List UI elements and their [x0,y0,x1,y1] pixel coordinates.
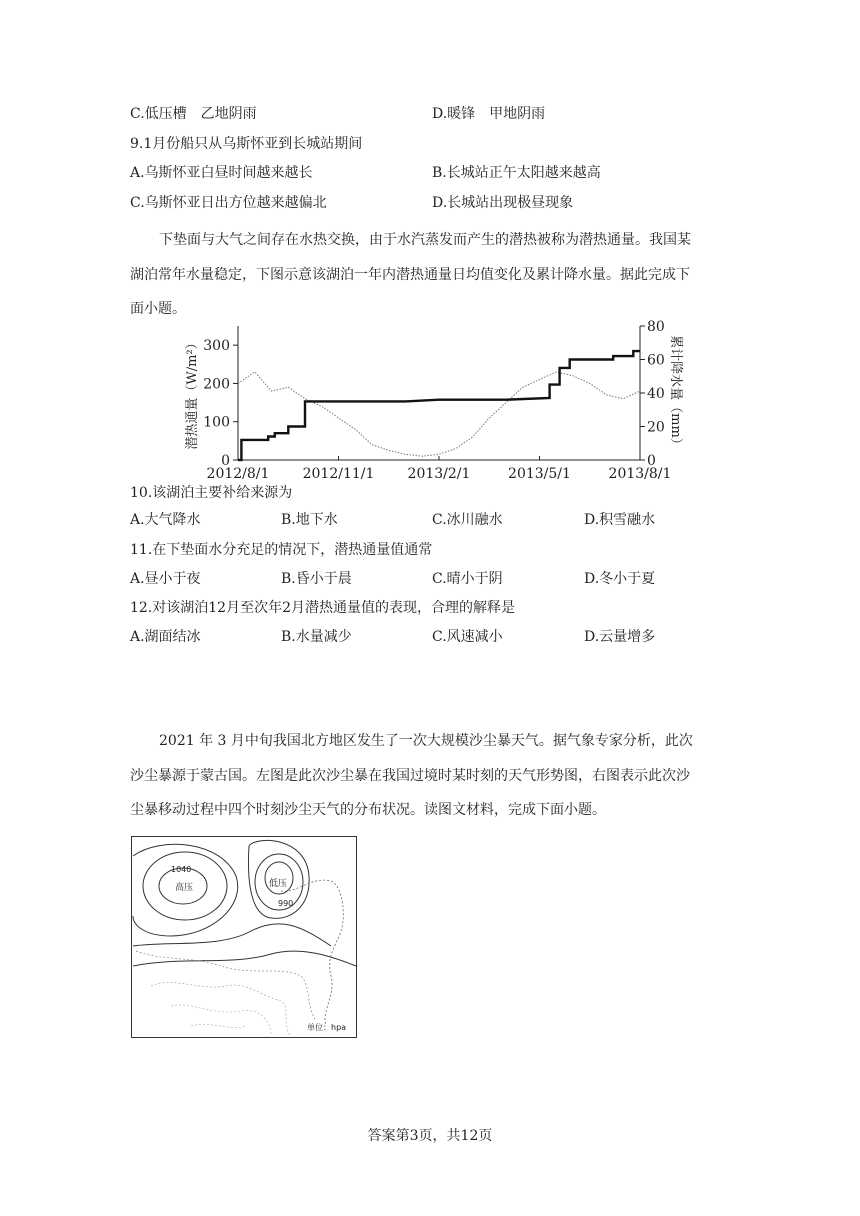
y-axis-left-label: 潜热通量（W/m²） [185,336,200,450]
x-tick-label: 2013/2/1 [407,466,471,482]
y-left-tick-label: 300 [203,338,230,355]
page-footer: 答案第3页，共12页 [367,1128,493,1144]
passage2-line2: 沙尘暴源于蒙古国。左图是此次沙尘暴在我国过境时某时刻的天气形势图，右图表示此次沙 [130,768,690,784]
q10-option-d: D.积雪融水 [584,512,656,528]
q9-option-a: A.乌斯怀亚白昼时间越来越长 [130,165,313,181]
q11-stem: 11.在下垫面水分充足的情况下，潜热通量值通常 [130,542,433,558]
q12-option-b: B.水量减少 [281,629,352,645]
isobar-label-990: 990 [278,899,294,908]
q9-option-c: C.乌斯怀亚日出方位越来越偏北 [130,195,327,211]
q11-option-c: C.晴小于阴 [432,571,503,587]
map-unit-label: 单位：hpa [307,1023,347,1032]
y-left-tick-label: 0 [221,453,230,469]
low-pressure-label: 低压 [269,879,288,889]
passage1-line3: 面小题。 [130,301,186,317]
q8-option-c: C.低压槽 乙地阴雨 [130,106,257,122]
passage2-line1: 2021 年 3 月中旬我国北方地区发生了一次大规模沙尘暴天气。据气象专家分析，此次 [159,733,693,749]
x-tick-label: 2013/8/1 [608,466,672,482]
y-right-tick-label: 20 [647,419,665,436]
y-left-tick-label: 100 [203,414,230,431]
latent-heat-series [238,372,640,456]
q11-option-b: B.昏小于晨 [281,571,352,587]
q12-option-d: D.云量增多 [584,629,656,645]
y-left-tick-label: 200 [203,376,230,393]
x-tick-label: 2013/5/1 [508,466,571,482]
q10-option-c: C.冰川融水 [432,512,503,528]
x-tick-label: 2012/8/1 [206,466,270,482]
y-axis-right-label: 累计降水量（mm） [668,335,683,451]
x-tick-label: 2012/11/1 [302,466,375,482]
latent-heat-chart [180,318,683,484]
passage1-line1: 下垫面与大气之间存在水热交换，由于水汽蒸发而产生的潜热被称为潜热通量。我国某 [159,232,691,248]
q12-option-a: A.湖面结冰 [130,629,201,645]
q11-option-a: A.昼小于夜 [130,571,201,587]
q12-option-c: C.风速减小 [432,629,503,645]
cumulative-precipitation-series [238,351,640,460]
isobar-label-1040: 1040 [171,865,192,874]
q12-stem: 12.对该湖泊12月至次年2月潜热通量值的表现，合理的解释是 [130,600,515,616]
q10-option-b: B.地下水 [281,512,338,528]
q9-option-b: B.长城站正午太阳越来越高 [432,165,601,181]
q10-option-a: A.大气降水 [130,512,201,528]
y-right-tick-label: 0 [647,453,656,469]
passage2-line3: 尘暴移动过程中四个时刻沙尘天气的分布状况。读图文材料，完成下面小题。 [130,802,606,818]
q9-stem: 9.1月份船只从乌斯怀亚到长城站期间 [130,136,363,152]
weather-map [131,836,357,1038]
y-right-tick-label: 40 [647,386,665,402]
map-frame [132,837,357,1038]
passage1-line2: 湖泊常年水量稳定，下图示意该湖泊一年内潜热通量日均值变化及累计降水量。据此完成下 [130,267,690,283]
high-pressure-label: 高压 [175,883,194,893]
q8-option-d: D.暖锋 甲地阴雨 [432,106,546,122]
y-right-tick-label: 60 [647,352,665,369]
y-right-tick-label: 80 [647,319,665,335]
q11-option-d: D.冬小于夏 [584,571,656,587]
q10-stem: 10.该湖泊主要补给来源为 [130,485,293,501]
q9-option-d: D.长城站出现极昼现象 [432,195,574,211]
